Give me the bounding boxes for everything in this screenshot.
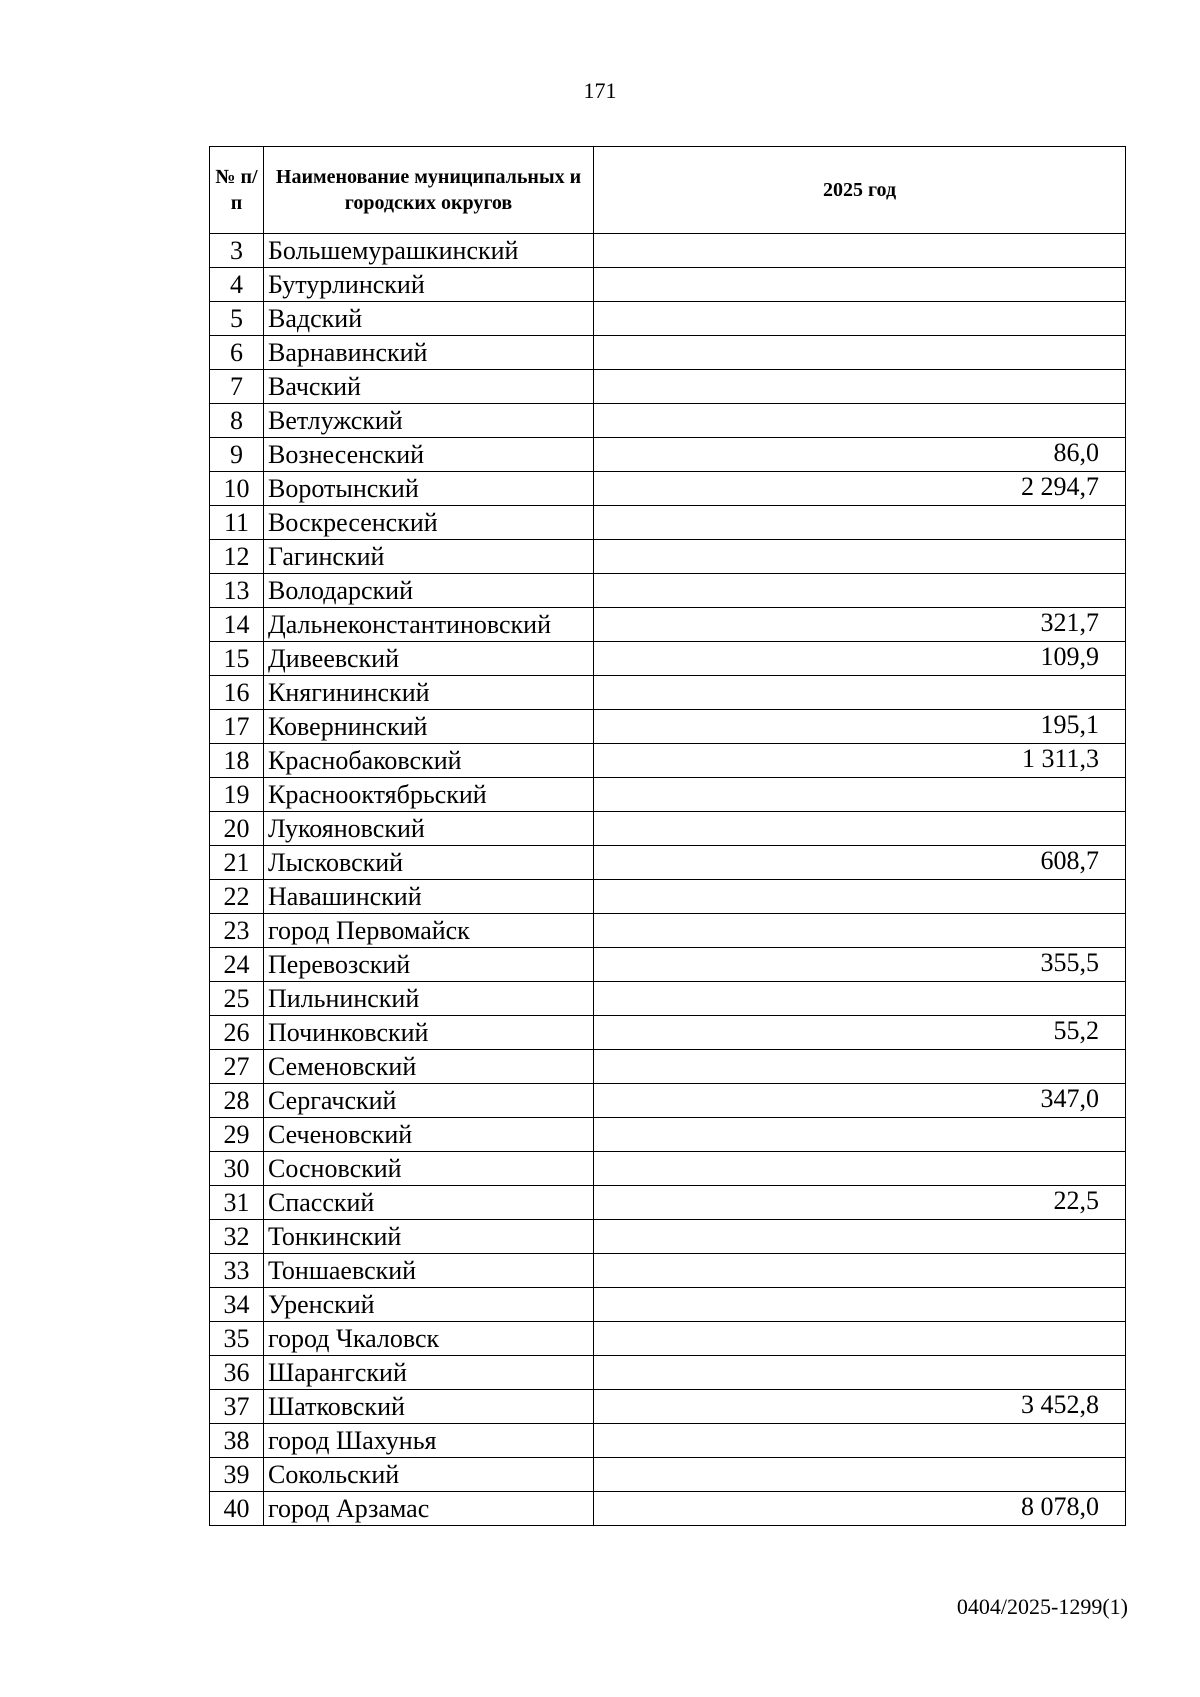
- table-row: [210, 778, 1126, 812]
- row-number: 18: [210, 744, 264, 778]
- row-value: 355,5: [594, 948, 1126, 982]
- row-number: 27: [210, 1050, 264, 1084]
- row-value: 1 311,3: [594, 744, 1126, 778]
- table-row: [210, 1186, 1126, 1220]
- row-value: [594, 302, 1126, 336]
- table-row: [210, 1458, 1126, 1492]
- row-number: 5: [210, 302, 264, 336]
- table-header-row: [210, 147, 1126, 234]
- table-row: [210, 540, 1126, 574]
- document-code: 0404/2025-1299(1): [956, 1594, 1128, 1619]
- row-value: [594, 506, 1126, 540]
- district-name: Ковернинский: [264, 710, 594, 744]
- row-number: 8: [210, 404, 264, 438]
- table-row: [210, 404, 1126, 438]
- table-row: [210, 1288, 1126, 1322]
- row-number: 29: [210, 1118, 264, 1152]
- table-row: [210, 1254, 1126, 1288]
- row-value: [594, 1322, 1126, 1356]
- table-body: [210, 234, 1126, 1526]
- table-row: [210, 608, 1126, 642]
- row-value: [594, 1152, 1126, 1186]
- table-row: [210, 1356, 1126, 1390]
- row-value: [594, 1254, 1126, 1288]
- district-name: Вадский: [264, 302, 594, 336]
- row-value: [594, 336, 1126, 370]
- row-value: [594, 982, 1126, 1016]
- row-value: [594, 1458, 1126, 1492]
- row-value: 2 294,7: [594, 472, 1126, 506]
- district-name: Шатковский: [264, 1390, 594, 1424]
- district-name: Варнавинский: [264, 336, 594, 370]
- row-number: 33: [210, 1254, 264, 1288]
- row-value: [594, 268, 1126, 302]
- table-row: [210, 1152, 1126, 1186]
- table-row: [210, 948, 1126, 982]
- table-row: [210, 744, 1126, 778]
- row-value: [594, 778, 1126, 812]
- district-name: Большемурашкинский: [264, 234, 594, 268]
- row-number: 37: [210, 1390, 264, 1424]
- row-value: 22,5: [594, 1186, 1126, 1220]
- table-row: [210, 574, 1126, 608]
- header-year: 2025 год: [594, 147, 1126, 234]
- district-name: Лукояновский: [264, 812, 594, 846]
- table-row: [210, 1050, 1126, 1084]
- district-name: Дальнеконстантиновский: [264, 608, 594, 642]
- row-number: 28: [210, 1084, 264, 1118]
- row-number: 21: [210, 846, 264, 880]
- district-name: Княгининский: [264, 676, 594, 710]
- table-row: [210, 710, 1126, 744]
- table-row: [210, 982, 1126, 1016]
- row-number: 25: [210, 982, 264, 1016]
- row-number: 23: [210, 914, 264, 948]
- row-value: [594, 880, 1126, 914]
- table-row: [210, 846, 1126, 880]
- table-row: [210, 506, 1126, 540]
- row-number: 4: [210, 268, 264, 302]
- table-row: [210, 1118, 1126, 1152]
- row-number: 36: [210, 1356, 264, 1390]
- row-number: 32: [210, 1220, 264, 1254]
- district-name: Дивеевский: [264, 642, 594, 676]
- table-row: [210, 370, 1126, 404]
- header-name: Наименование муниципальных и городских округов: [264, 147, 594, 234]
- row-number: 9: [210, 438, 264, 472]
- table-row: [210, 642, 1126, 676]
- row-number: 20: [210, 812, 264, 846]
- page-number: 171: [583, 78, 617, 103]
- district-name: Воскресенский: [264, 506, 594, 540]
- row-value: [594, 574, 1126, 608]
- district-name: Пильнинский: [264, 982, 594, 1016]
- district-name: Сокольский: [264, 1458, 594, 1492]
- table-row: [210, 880, 1126, 914]
- row-number: 15: [210, 642, 264, 676]
- row-value: [594, 676, 1126, 710]
- header-number: № п/п: [210, 147, 264, 234]
- row-value: [594, 1356, 1126, 1390]
- row-number: 31: [210, 1186, 264, 1220]
- row-value: 3 452,8: [594, 1390, 1126, 1424]
- row-number: 34: [210, 1288, 264, 1322]
- table-row: [210, 472, 1126, 506]
- district-name: Починковский: [264, 1016, 594, 1050]
- district-name: Семеновский: [264, 1050, 594, 1084]
- district-name: Гагинский: [264, 540, 594, 574]
- district-name: Ветлужский: [264, 404, 594, 438]
- district-name: Воротынский: [264, 472, 594, 506]
- row-value: 195,1: [594, 710, 1126, 744]
- row-number: 26: [210, 1016, 264, 1050]
- row-value: 347,0: [594, 1084, 1126, 1118]
- district-name: Уренский: [264, 1288, 594, 1322]
- row-value: [594, 404, 1126, 438]
- row-number: 14: [210, 608, 264, 642]
- row-value: [594, 812, 1126, 846]
- table-row: [210, 914, 1126, 948]
- row-value: 8 078,0: [594, 1492, 1126, 1526]
- row-number: 12: [210, 540, 264, 574]
- row-number: 19: [210, 778, 264, 812]
- table-row: [210, 302, 1126, 336]
- row-number: 17: [210, 710, 264, 744]
- table-row: [210, 438, 1126, 472]
- district-name: Сеченовский: [264, 1118, 594, 1152]
- row-number: 6: [210, 336, 264, 370]
- row-value: [594, 540, 1126, 574]
- district-name: город Чкаловск: [264, 1322, 594, 1356]
- district-name: Тонкинский: [264, 1220, 594, 1254]
- row-value: [594, 370, 1126, 404]
- row-number: 3: [210, 234, 264, 268]
- municipal-districts-table: [209, 146, 1126, 1526]
- row-number: 16: [210, 676, 264, 710]
- district-name: город Шахунья: [264, 1424, 594, 1458]
- row-number: 13: [210, 574, 264, 608]
- table-row: [210, 336, 1126, 370]
- table-row: [210, 1016, 1126, 1050]
- district-name: Вознесенский: [264, 438, 594, 472]
- row-value: [594, 1118, 1126, 1152]
- row-number: 40: [210, 1492, 264, 1526]
- table-row: [210, 1424, 1126, 1458]
- table-row: [210, 1322, 1126, 1356]
- table-row: [210, 1492, 1126, 1526]
- row-number: 35: [210, 1322, 264, 1356]
- row-value: [594, 914, 1126, 948]
- row-value: [594, 1220, 1126, 1254]
- district-name: Шарангский: [264, 1356, 594, 1390]
- row-value: 86,0: [594, 438, 1126, 472]
- row-value: [594, 1050, 1126, 1084]
- row-value: [594, 1288, 1126, 1322]
- district-name: Тоншаевский: [264, 1254, 594, 1288]
- district-name: Володарский: [264, 574, 594, 608]
- row-value: [594, 1424, 1126, 1458]
- district-name: Перевозский: [264, 948, 594, 982]
- district-name: Сосновский: [264, 1152, 594, 1186]
- row-value: 109,9: [594, 642, 1126, 676]
- district-name: Краснобаковский: [264, 744, 594, 778]
- district-name: Краснооктябрьский: [264, 778, 594, 812]
- district-name: Спасский: [264, 1186, 594, 1220]
- district-name: город Первомайск: [264, 914, 594, 948]
- row-number: 22: [210, 880, 264, 914]
- district-name: город Арзамас: [264, 1492, 594, 1526]
- row-number: 39: [210, 1458, 264, 1492]
- row-number: 38: [210, 1424, 264, 1458]
- row-number: 11: [210, 506, 264, 540]
- district-name: Лысковский: [264, 846, 594, 880]
- district-name: Вачский: [264, 370, 594, 404]
- table-row: [210, 1220, 1126, 1254]
- district-name: Навашинский: [264, 880, 594, 914]
- table-row: [210, 268, 1126, 302]
- table-row: [210, 812, 1126, 846]
- row-number: 10: [210, 472, 264, 506]
- table-row: [210, 1084, 1126, 1118]
- table-row: [210, 234, 1126, 268]
- table-row: [210, 1390, 1126, 1424]
- district-name: Бутурлинский: [264, 268, 594, 302]
- table-row: [210, 676, 1126, 710]
- row-number: 7: [210, 370, 264, 404]
- row-value: 321,7: [594, 608, 1126, 642]
- row-value: [594, 234, 1126, 268]
- row-number: 24: [210, 948, 264, 982]
- district-name: Сергачский: [264, 1084, 594, 1118]
- row-number: 30: [210, 1152, 264, 1186]
- row-value: 55,2: [594, 1016, 1126, 1050]
- row-value: 608,7: [594, 846, 1126, 880]
